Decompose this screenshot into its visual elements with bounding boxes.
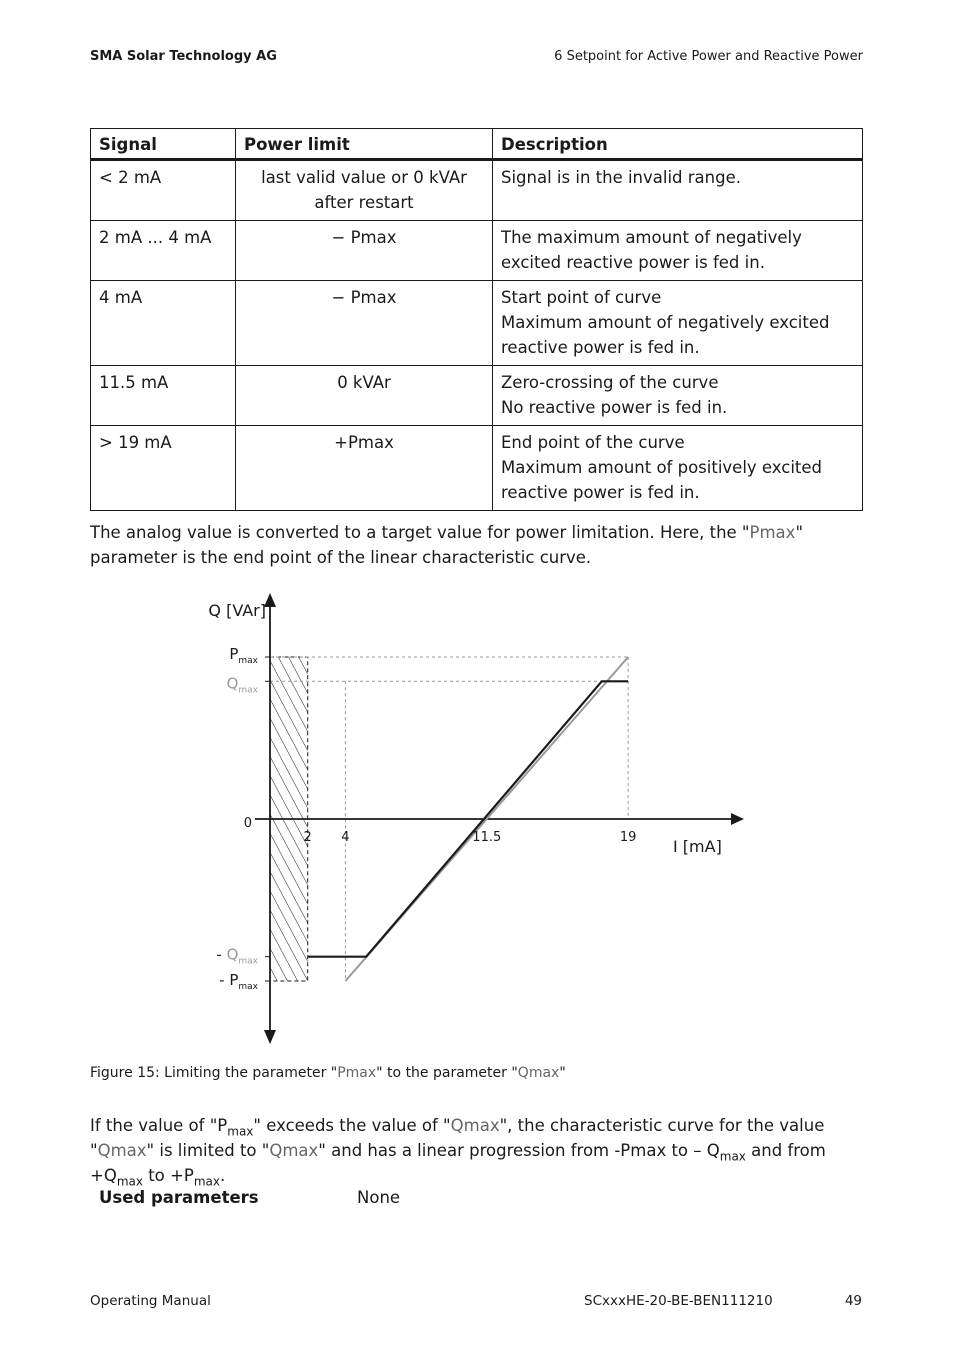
qmax-label xyxy=(227,674,259,695)
caption-param: Qmax xyxy=(517,1065,560,1081)
neg-qmax-prefix: - xyxy=(216,945,227,964)
signal-cell: 11.5 mA xyxy=(91,366,236,426)
explanation-paragraph xyxy=(90,1113,865,1188)
qmax-label-sub: max xyxy=(238,685,258,696)
expl-param: Qmax xyxy=(97,1141,147,1160)
neg-pmax-label xyxy=(219,971,259,992)
limit-cell: last valid value or 0 kVAr after restart xyxy=(236,160,493,221)
description-line: The maximum amount of negatively excited reactive power is fed in. xyxy=(501,228,802,272)
intro-text: " parameter is the end point of the linear characteristic curve. xyxy=(90,523,804,567)
y-axis-label: Q [VAr] xyxy=(208,601,266,620)
signal-cell: < 2 mA xyxy=(91,160,236,221)
signal-cell: > 19 mA xyxy=(91,426,236,511)
description-line: Signal is in the invalid range. xyxy=(501,168,741,187)
neg-pmax-sub: max xyxy=(238,982,258,992)
description-line: End point of the curve xyxy=(501,433,685,452)
expl-text: to +P xyxy=(142,1166,194,1185)
neg-qmax-label xyxy=(216,946,258,967)
x-tick-label: 2 xyxy=(303,830,312,845)
header-section: 6 Setpoint for Active Power and Reactive Power xyxy=(554,49,863,64)
expl-text: ", the characteristic curve for the value " xyxy=(90,1116,825,1160)
expl-text: " is limited to " xyxy=(146,1141,270,1160)
neg-qmax-base: Q xyxy=(226,945,239,964)
x-tick-label: 11.5 xyxy=(472,830,502,845)
used-parameters-value: None xyxy=(357,1188,401,1207)
intro-param: Pmax xyxy=(749,523,796,542)
caption-text: Figure 15: Limiting the parameter " xyxy=(90,1065,338,1081)
expl-param: Qmax xyxy=(450,1116,500,1135)
caption-param: Pmax xyxy=(337,1065,377,1081)
figure-caption xyxy=(90,1065,566,1081)
x-axis-arrow xyxy=(731,813,744,825)
expl-text: If the value of "P xyxy=(90,1116,228,1135)
description-line: No reactive power is fed in. xyxy=(501,398,728,417)
description-line: Maximum amount of positively excited reactive power is fed in. xyxy=(501,458,823,502)
expl-sub: max xyxy=(193,1174,220,1189)
neg-pmax-base: P xyxy=(229,971,239,989)
expl-text: . xyxy=(219,1166,226,1185)
expl-text: " exceeds the value of " xyxy=(253,1116,451,1135)
pmax-label-base: P xyxy=(229,645,239,663)
limit-cell: − Pmax xyxy=(236,221,493,281)
limit-cell: 0 kVAr xyxy=(236,366,493,426)
expl-sub: max xyxy=(719,1149,746,1164)
neg-qmax-sub: max xyxy=(238,956,258,967)
description-line: Zero-crossing of the curve xyxy=(501,373,719,392)
footer-doc-id: SCxxxHE-20-BE-BEN111210 xyxy=(584,1293,773,1309)
caption-text: " xyxy=(559,1065,566,1081)
description-line: Start point of curve xyxy=(501,288,662,307)
page-number: 49 xyxy=(844,1293,862,1309)
description-line: Maximum amount of negatively excited reactive power is fed in. xyxy=(501,313,830,357)
x-tick-label: 19 xyxy=(619,830,637,845)
footer-manual: Operating Manual xyxy=(90,1293,211,1309)
table-header-cell: Signal xyxy=(91,129,236,160)
header-company: SMA Solar Technology AG xyxy=(90,49,277,64)
expl-text: and from +Q xyxy=(90,1141,826,1185)
limit-cell: +Pmax xyxy=(236,426,493,511)
qmax-label-base: Q xyxy=(226,674,239,693)
x-tick-label: 4 xyxy=(341,830,350,845)
neg-pmax-prefix: - xyxy=(219,971,230,989)
limit-cell: − Pmax xyxy=(236,281,493,366)
intro-text: The analog value is converted to a target value for power limitation. Here, the " xyxy=(90,523,750,542)
signal-cell: 4 mA xyxy=(91,281,236,366)
expl-text: " and has a linear progression from -Pmax to – Q xyxy=(318,1141,720,1160)
table-header-cell: Description xyxy=(493,129,863,160)
table-header-cell: Power limit xyxy=(236,129,493,160)
expl-param: Qmax xyxy=(269,1141,319,1160)
y-zero-label: 0 xyxy=(243,816,252,831)
caption-text: " to the parameter " xyxy=(376,1065,518,1081)
pmax-label xyxy=(229,645,258,666)
expl-sub: max xyxy=(116,1174,143,1189)
x-axis-label: I [mA] xyxy=(673,837,722,856)
expl-sub: max xyxy=(227,1124,254,1139)
y-axis-arrow-down xyxy=(264,1030,276,1044)
signal-cell: 2 mA ... 4 mA xyxy=(91,221,236,281)
used-parameters-label: Used parameters xyxy=(99,1188,259,1207)
pmax-label-sub: max xyxy=(238,656,258,666)
